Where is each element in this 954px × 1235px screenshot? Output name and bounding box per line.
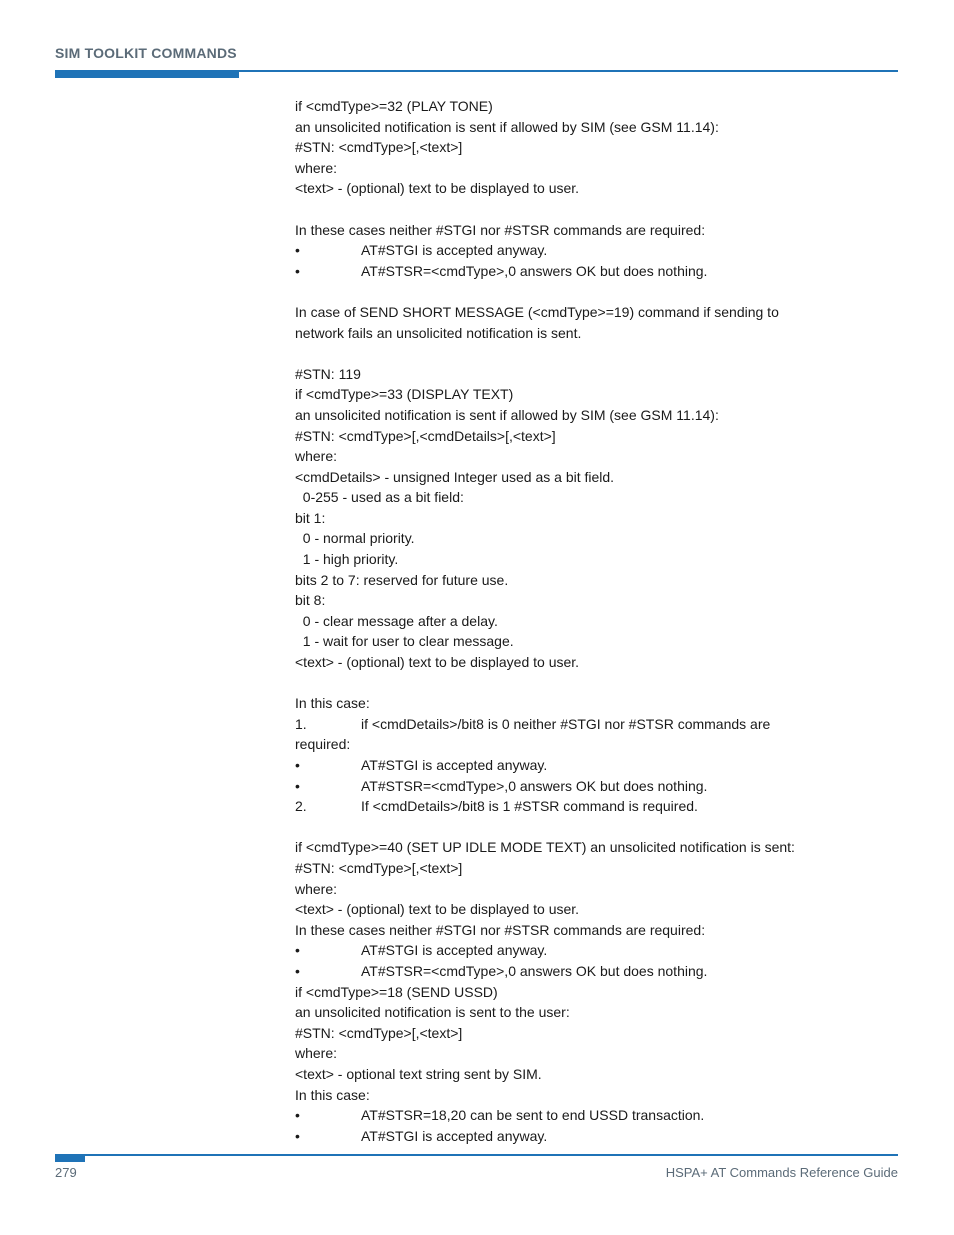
text-line: if <cmdType>=40 (SET UP IDLE MODE TEXT) an unsolicited notification is sent: <box>295 839 795 856</box>
text-line: 1 - wait for user to clear message. <box>295 633 514 650</box>
text-line: an unsolicited notification is sent if allowed by SIM (see GSM 11.14): <box>295 118 719 135</box>
bullet-item <box>295 1126 855 1147</box>
numbered-item <box>295 796 855 817</box>
bullet-item <box>295 940 855 961</box>
text-line: an unsolicited notification is sent to the user: <box>295 1004 570 1021</box>
text-line: In case of SEND SHORT MESSAGE (<cmdType>=19) command if sending to <box>295 303 779 320</box>
bullet-item <box>295 261 855 282</box>
bullet-item <box>295 1105 855 1126</box>
bullet-marker: • <box>295 942 300 959</box>
paragraph-gap <box>295 343 855 364</box>
bullet-text: AT#STGI is accepted anyway. <box>361 757 548 773</box>
bullet-item <box>295 961 855 982</box>
text-line: where: <box>295 448 338 465</box>
bullet-item <box>295 240 855 261</box>
text-line: network fails an unsolicited notification is sent. <box>295 324 582 341</box>
page-number: 279 <box>55 1165 77 1180</box>
text-line: if <cmdType>=18 (SEND USSD) <box>295 983 498 1000</box>
bullet-marker: • <box>295 1107 300 1124</box>
bullet-marker: • <box>295 962 300 979</box>
bullet-marker: • <box>295 242 300 259</box>
text-line: 0 - normal priority. <box>295 530 415 547</box>
paragraph-gap <box>295 673 855 694</box>
text-line: 0-255 - used as a bit field: <box>295 489 464 506</box>
text-line: if <cmdType>=32 (PLAY TONE) <box>295 98 493 114</box>
bullet-marker: • <box>295 757 300 773</box>
bullet-text: AT#STSR=<cmdType>,0 answers OK but does nothing. <box>361 962 708 979</box>
text-line: #STN: 119 <box>295 365 361 382</box>
text-line: <text> - (optional) text to be displayed to user. <box>295 901 580 918</box>
document-title: HSPA+ AT Commands Reference Guide <box>665 1165 898 1180</box>
text-line: bits 2 to 7: reserved for future use. <box>295 571 509 588</box>
bullet-text: AT#STGI is accepted anyway. <box>361 242 548 259</box>
bullet-text: AT#STGI is accepted anyway. <box>361 942 548 959</box>
text-line: #STN: <cmdType>[,<text>] <box>295 139 463 156</box>
footer-accent-bar <box>55 1154 85 1162</box>
bullet-marker: • <box>295 1127 300 1144</box>
header-accent-bar <box>55 70 239 78</box>
text-line: <text> - optional text string sent by SIM. <box>295 1065 542 1082</box>
bullet-item <box>295 776 855 797</box>
paragraph-gap <box>295 281 855 302</box>
numbered-item <box>295 714 855 735</box>
numbered-text: if <cmdDetails>/bit8 is 0 neither #STGI nor #STSR commands are <box>361 715 771 732</box>
text-line: In this case: <box>295 695 370 712</box>
text-line: where: <box>295 1045 338 1062</box>
bullet-marker: • <box>295 777 300 794</box>
paragraph-gap <box>295 817 855 838</box>
paragraph-gap <box>295 199 855 220</box>
text-line: if <cmdType>=33 (DISPLAY TEXT) <box>295 386 514 403</box>
numbered-text: If <cmdDetails>/bit8 is 1 #STSR command is required. <box>361 798 698 815</box>
bullet-item <box>295 755 855 776</box>
bullet-text: AT#STSR=18,20 can be sent to end USSD transaction. <box>361 1107 705 1124</box>
bullet-text: AT#STSR=<cmdType>,0 answers OK but does nothing. <box>361 262 708 279</box>
text-line: #STN: <cmdType>[,<cmdDetails>[,<text>] <box>295 427 556 444</box>
text-line: an unsolicited notification is sent if allowed by SIM (see GSM 11.14): <box>295 406 719 423</box>
text-line: 0 - clear message after a delay. <box>295 612 498 629</box>
text-line: #STN: <cmdType>[,<text>] <box>295 859 463 876</box>
text-line: #STN: <cmdType>[,<text>] <box>295 1024 463 1041</box>
text-line: where: <box>295 159 338 176</box>
bullet-marker: • <box>295 262 300 279</box>
bullet-text: AT#STGI is accepted anyway. <box>361 1127 548 1144</box>
text-line: 1 - high priority. <box>295 551 399 568</box>
text-line: <text> - (optional) text to be displayed to user. <box>295 180 580 197</box>
number-marker: 1. <box>295 715 307 732</box>
text-line: <text> - (optional) text to be displayed to user. <box>295 654 580 671</box>
document-body <box>295 96 855 1146</box>
bullet-text: AT#STSR=<cmdType>,0 answers OK but does nothing. <box>361 777 708 794</box>
text-line: In these cases neither #STGI nor #STSR commands are required: <box>295 921 706 938</box>
text-line: <cmdDetails> - unsigned Integer used as a bit field. <box>295 468 615 485</box>
text-line: bit 1: <box>295 509 326 526</box>
footer-rule <box>55 1154 898 1156</box>
text-line: In this case: <box>295 1086 370 1103</box>
text-line: In these cases neither #STGI nor #STSR commands are required: <box>295 221 706 238</box>
text-line: bit 8: <box>295 592 326 609</box>
section-title: SIM TOOLKIT COMMANDS <box>55 45 237 61</box>
text-line: where: <box>295 880 338 897</box>
text-line: required: <box>295 736 351 753</box>
number-marker: 2. <box>295 798 307 815</box>
